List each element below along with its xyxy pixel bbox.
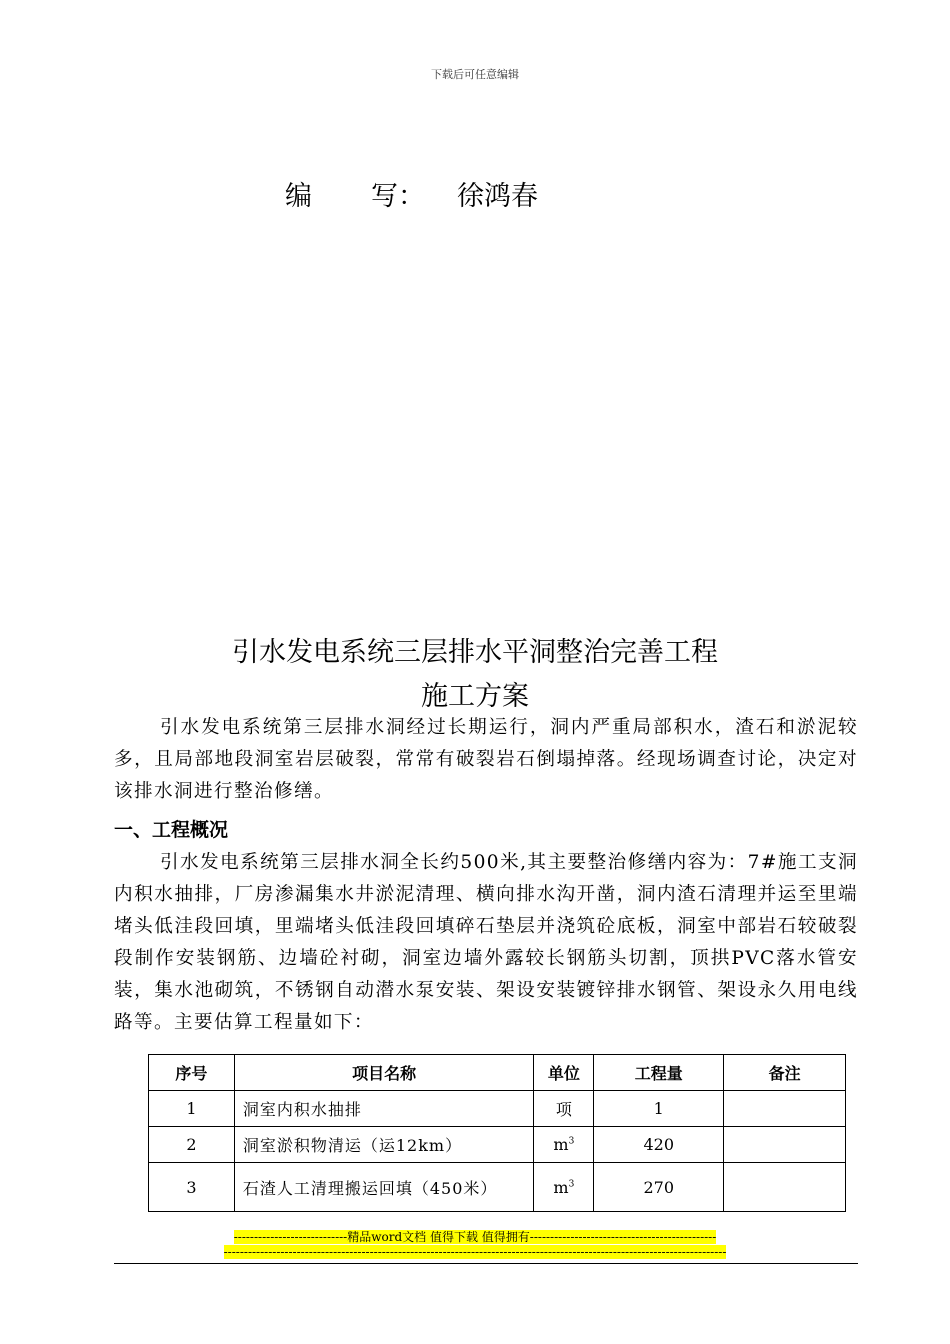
col-header-unit: 单位 <box>534 1055 594 1091</box>
cell-qty: 270 <box>594 1163 724 1212</box>
intro-paragraph: 引水发电系统第三层排水洞经过长期运行，洞内严重局部积水，渣石和淤泥较多，且局部地段洞室岩层破裂，常常有破裂岩石倒塌掉落。经现场调查讨论，决定对该排水洞进行整治修缮。 <box>114 717 858 802</box>
col-header-note: 备注 <box>724 1055 846 1091</box>
header-note: 下载后可任意编辑 <box>431 68 519 81</box>
cell-name: 洞室内积水抽排 <box>234 1091 534 1127</box>
cell-unit: $m^3$ <box>534 1127 594 1163</box>
table-header-row <box>149 1055 846 1091</box>
col-header-name: 项目名称 <box>234 1055 534 1091</box>
cell-note <box>724 1091 846 1127</box>
cell-qty: 420 <box>594 1127 724 1163</box>
footer-banner-line1: ----------------------------精品word文档 值得下载 值得拥有---------------------------------------------- <box>233 1230 717 1244</box>
cell-qty: 1 <box>594 1091 724 1127</box>
cell-note <box>724 1163 846 1212</box>
doc-title-line1: 引水发电系统三层排水平洞整治完善工程 <box>232 637 718 668</box>
author-name: 徐鸿春 <box>457 181 538 212</box>
cell-unit: $m^3$ <box>534 1163 594 1212</box>
cell-name: 洞室淤积物清运（运12km） <box>234 1127 534 1163</box>
table-row <box>149 1091 846 1127</box>
table-row <box>149 1127 846 1163</box>
cell-no: 2 <box>149 1127 235 1163</box>
cell-note <box>724 1127 846 1163</box>
cell-no: 3 <box>149 1163 235 1212</box>
section-heading-overview: 一、工程概况 <box>114 819 229 841</box>
cell-name: 石渣人工清理搬运回填（450米） <box>234 1163 534 1212</box>
col-header-no: 序号 <box>149 1055 235 1091</box>
cell-unit: 项 <box>534 1091 594 1127</box>
overview-paragraph: 引水发电系统第三层排水洞全长约500米,其主要整治修缮内容为：7#施工支洞内积水抽排，厂房渗漏集水井淤泥清理、横向排水沟开凿，洞内渣石清理并运至里端堵头低洼段回填，里端堵头低洼段回填碎石垫层并浇筑砼底板，洞室中部岩石较破裂段制作安装钢筋、边墙砼衬砌，洞室边墙外露较长钢筋头切割，顶拱PVC落水管安装，集水池砌筑，不锈钢自动潜水泵安装、架设安装镀锌排水钢管、架设永久用电线路等。主要估算工程量如下： <box>114 852 858 1033</box>
cell-no: 1 <box>149 1091 235 1127</box>
author-label-1: 编 <box>285 181 312 212</box>
footer-divider <box>114 1263 858 1264</box>
col-header-qty: 工程量 <box>594 1055 724 1091</box>
table-row <box>149 1163 846 1212</box>
author-label-2: 写： <box>371 181 425 212</box>
doc-title-line2: 施工方案 <box>421 681 529 712</box>
quantity-table <box>148 1054 846 1212</box>
author-line <box>285 174 538 213</box>
footer-banner-line2: ---------------------------------------------------------------------------------------------------------------------------- <box>223 1245 727 1259</box>
